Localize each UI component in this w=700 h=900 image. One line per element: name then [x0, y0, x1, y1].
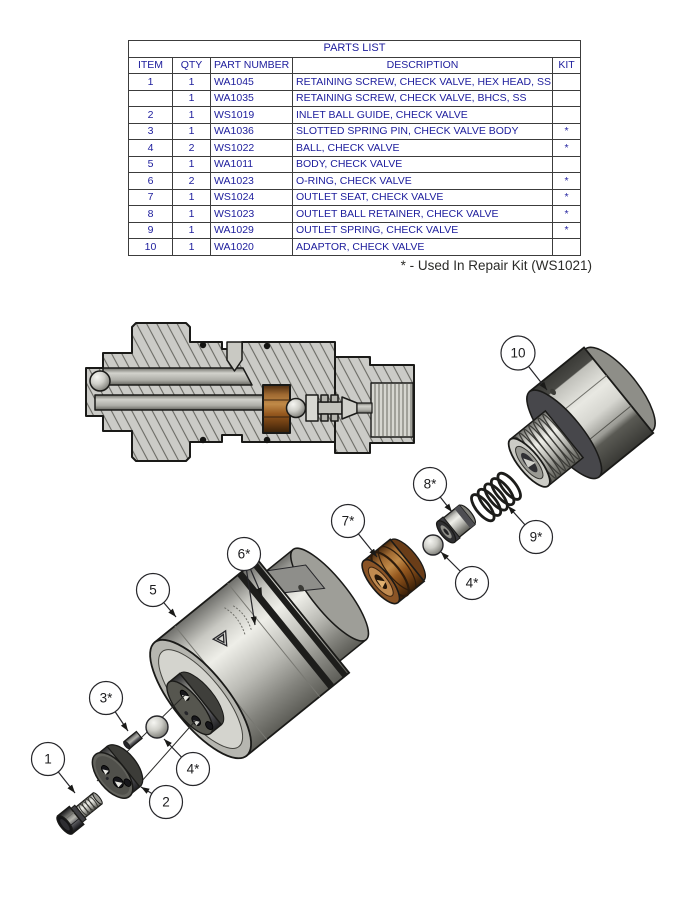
cell-desc: RETAINING SCREW, CHECK VALVE, HEX HEAD, SS [293, 74, 553, 91]
outlet-ball-section [287, 399, 306, 418]
callout-5 [137, 574, 177, 618]
callout-label: 4* [465, 575, 479, 591]
cell-part: WS1019 [211, 107, 293, 124]
cell-part: WA1020 [211, 239, 293, 256]
lower-bore [95, 395, 268, 410]
callout-1 [32, 743, 76, 794]
cell-qty: 1 [173, 107, 211, 124]
callout-label: 9* [529, 529, 543, 545]
cell-desc: BALL, CHECK VALVE [293, 140, 553, 157]
cell-part: WS1022 [211, 140, 293, 157]
cell-kit: * [553, 206, 581, 223]
repair-kit-note: * - Used In Repair Kit (WS1021) [400, 258, 592, 273]
cell-qty: 1 [173, 90, 211, 107]
part-outlet-spring [468, 470, 525, 524]
upper-bore [103, 368, 252, 385]
column-header: DESCRIPTION [293, 57, 553, 74]
cell-item: 10 [129, 239, 173, 256]
cell-qty: 1 [173, 239, 211, 256]
cell-qty: 2 [173, 140, 211, 157]
column-header: PART NUMBER [211, 57, 293, 74]
cell-item: 8 [129, 206, 173, 223]
cell-kit: * [553, 123, 581, 140]
outlet-bore [357, 403, 372, 413]
column-header: ITEM [129, 57, 173, 74]
retainer-spring-section [306, 395, 342, 421]
cell-part: WA1023 [211, 173, 293, 190]
cell-kit: * [553, 140, 581, 157]
cell-desc: BODY, CHECK VALVE [293, 156, 553, 173]
callout-10 [501, 336, 547, 390]
cell-desc: SLOTTED SPRING PIN, CHECK VALVE BODY [293, 123, 553, 140]
part-ball-inlet [146, 716, 168, 738]
cell-desc: RETAINING SCREW, CHECK VALVE, BHCS, SS [293, 90, 553, 107]
cell-qty: 1 [173, 123, 211, 140]
cell-qty: 1 [173, 74, 211, 91]
cell-item: 2 [129, 107, 173, 124]
cell-part: WA1029 [211, 222, 293, 239]
cross-section-view [86, 323, 414, 461]
cell-desc: OUTLET BALL RETAINER, CHECK VALVE [293, 206, 553, 223]
cell-item: 1 [129, 74, 173, 91]
cell-qty: 1 [173, 222, 211, 239]
cell-kit: * [553, 173, 581, 190]
table-title: PARTS LIST [129, 41, 581, 58]
callout-8 [414, 468, 453, 513]
cell-item: 7 [129, 189, 173, 206]
cell-qty: 2 [173, 173, 211, 190]
cell-desc: OUTLET SPRING, CHECK VALVE [293, 222, 553, 239]
part-ball-outlet [423, 535, 443, 555]
cell-kit: * [553, 222, 581, 239]
female-threads [371, 383, 413, 437]
cell-item: 5 [129, 156, 173, 173]
cell-desc: ADAPTOR, CHECK VALVE [293, 239, 553, 256]
cell-item: 6 [129, 173, 173, 190]
part-retaining-screw [54, 788, 106, 837]
callout-label: 1 [44, 751, 52, 767]
callout-4-outlet [441, 552, 489, 600]
callout-label: 8* [423, 476, 437, 492]
cell-qty: 1 [173, 156, 211, 173]
part-spring-pin [122, 731, 142, 749]
callout-4-inlet [164, 739, 210, 786]
callout-9 [508, 506, 553, 554]
cell-desc: INLET BALL GUIDE, CHECK VALVE [293, 107, 553, 124]
cell-item: 3 [129, 123, 173, 140]
callout-label: 7* [341, 513, 355, 529]
cell-part: WA1011 [211, 156, 293, 173]
cell-desc: O-RING, CHECK VALVE [293, 173, 553, 190]
column-header: QTY [173, 57, 211, 74]
callout-label: 3* [99, 690, 113, 706]
callout-label: 2 [162, 794, 170, 810]
callout-2 [141, 786, 183, 819]
cell-item: 4 [129, 140, 173, 157]
callout-3 [90, 682, 129, 732]
cell-part: WA1035 [211, 90, 293, 107]
callout-label: 10 [510, 345, 526, 361]
cell-part: WS1024 [211, 189, 293, 206]
callout-label: 4* [186, 761, 200, 777]
column-header: KIT [553, 57, 581, 74]
cell-part: WA1045 [211, 74, 293, 91]
callout-7 [332, 505, 378, 558]
part-body [134, 527, 389, 773]
callout-label: 6* [237, 546, 251, 562]
body-section [86, 323, 335, 461]
callout-label: 5 [149, 582, 157, 598]
cell-item: 9 [129, 222, 173, 239]
cell-qty: 1 [173, 189, 211, 206]
cell-part: WA1036 [211, 123, 293, 140]
inlet-ball-section [90, 371, 110, 391]
cell-kit: * [553, 189, 581, 206]
cell-qty: 1 [173, 206, 211, 223]
cell-desc: OUTLET SEAT, CHECK VALVE [293, 189, 553, 206]
cell-part: WS1023 [211, 206, 293, 223]
